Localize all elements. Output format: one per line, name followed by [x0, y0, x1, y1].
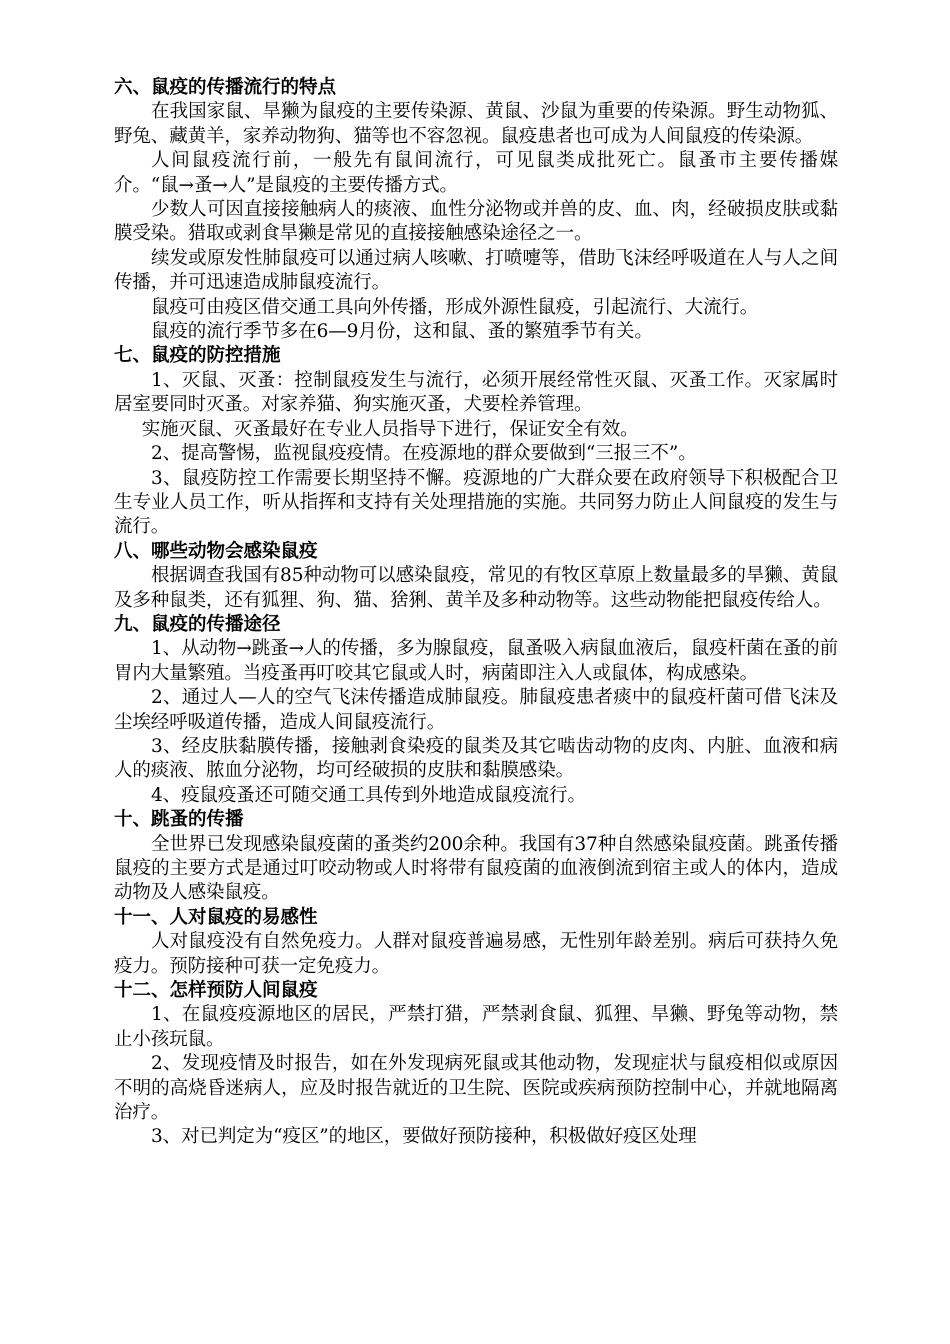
paragraph: 2、通过人—人的空气飞沫传播造成肺鼠疫。肺鼠疫患者痰中的鼠疫杆菌可借飞沫及尘埃经呼吸道传播，造成人间鼠疫流行。 [114, 687, 838, 733]
section-heading: 七、鼠疫的防控措施 [114, 345, 281, 367]
section-heading: 十二、怎样预防人间鼠疫 [114, 980, 318, 1002]
paragraph: 3、鼠疫防控工作需要长期坚持不懈。疫源地的广大群众要在政府领导下积极配合卫生专业人员工作，听从指挥和支持有关处理措施的实施。共同努力防止人间鼠疫的发生与流行。 [114, 467, 838, 538]
paragraph: 1、灭鼠、灭蚤：控制鼠疫发生与流行，必须开展经常性灭鼠、灭蚤工作。灭家属时居室要同时灭蚤。对家养猫、狗实施灭蚤，犬要栓养管理。 [114, 369, 838, 416]
paragraph: 全世界已发现感染鼠疫菌的蚤类约200余种。我国有37种自然感染鼠疫菌。跳蚤传播鼠疫的主要方式是通过叮咬动物或人时将带有鼠疫菌的血液倒流到宿主或人的体内，造成动物及人感染鼠疫。 [114, 833, 838, 904]
section-heading: 十、跳蚤的传播 [114, 809, 244, 831]
paragraph: 人对鼠疫没有自然免疫力。人群对鼠疫普遍易感，无性别年龄差别。病后可获持久免疫力。预防接种可获一定免疫力。 [114, 931, 838, 977]
paragraph: 1、在鼠疫疫源地区的居民，严禁打猎，严禁剥食鼠、狐狸、旱獭、野兔等动物，禁止小孩玩鼠。 [114, 1004, 838, 1050]
paragraph: 1、从动物→跳蚤→人的传播，多为腺鼠疫，鼠蚤吸入病鼠血液后，鼠疫杆菌在蚤的前胃内大量繁殖。当疫蚤再叮咬其它鼠或人时，病菌即注入人或鼠体，构成感染。 [114, 638, 838, 684]
paragraph: 续发或原发性肺鼠疫可以通过病人咳嗽、打喷嚏等，借助飞沫经呼吸道在人与人之间传播，并可迅速造成肺鼠疫流行。 [114, 247, 838, 294]
section-heading: 十一、人对鼠疫的易感性 [114, 906, 318, 928]
paragraph: 2、发现疫情及时报告，如在外发现病死鼠或其他动物，发现症状与鼠疫相似或原因不明的高烧昏迷病人，应及时报告就近的卫生院、医院或疾病预防控制中心，并就地隔离治疗。 [114, 1053, 838, 1124]
paragraph: 鼠疫的流行季节多在6—9月份，这和鼠、蚤的繁殖季节有关。 [151, 321, 653, 343]
paragraph: 根据调查我国有85种动物可以感染鼠疫，常见的有牧区草原上数量最多的旱獭、黄鼠及多种鼠类，还有狐狸、狗、猫、猞猁、黄羊及多种动物等。这些动物能把鼠疫传给人。 [114, 565, 838, 611]
paragraph: 鼠疫可由疫区借交通工具向外传播，形成外源性鼠疫，引起流行、大流行。 [151, 296, 759, 318]
paragraph: 2、提高警惕，监视鼠疫疫情。在疫源地的群众要做到“三报三不”。 [151, 443, 697, 465]
paragraph: 实施灭鼠、灭蚤最好在专业人员指导下进行，保证安全有效。 [141, 418, 639, 440]
section-heading: 六、鼠疫的传播流行的特点 [114, 77, 337, 98]
section-heading: 九、鼠疫的传播途径 [114, 613, 281, 635]
paragraph: 人间鼠疫流行前，一般先有鼠间流行，可见鼠类成批死亡。鼠蚤市主要传播媒介。“鼠→蚤→人”是鼠疫的主要传播方式。 [114, 150, 838, 196]
paragraph: 3、对已判定为“疫区”的地区，要做好预防接种，积极做好疫区处理 [151, 1126, 697, 1148]
paragraph: 4、疫鼠疫蚤还可随交通工具传到外地造成鼠疫流行。 [151, 784, 586, 806]
section-heading: 八、哪些动物会感染鼠疫 [114, 540, 318, 562]
paragraph: 3、经皮肤黏膜传播，接触剥食染疫的鼠类及其它啮齿动物的皮肉、内脏、血液和病人的痰液、脓血分泌物，均可经破损的皮肤和黏膜感染。 [114, 735, 838, 782]
paragraph: 在我国家鼠、旱獭为鼠疫的主要传染源、黄鼠、沙鼠为重要的传染源。野生动物狐、野兔、藏黄羊，家养动物狗、猫等也不容忽视。鼠疫患者也可成为人间鼠疫的传染源。 [114, 101, 838, 147]
document-body [114, 76, 838, 1150]
paragraph: 少数人可因直接接触病人的痰液、血性分泌物或并兽的皮、血、肉，经破损皮肤或黏膜受染。猎取或剥食旱獭是常见的直接接触感染途径之一。 [114, 199, 838, 245]
